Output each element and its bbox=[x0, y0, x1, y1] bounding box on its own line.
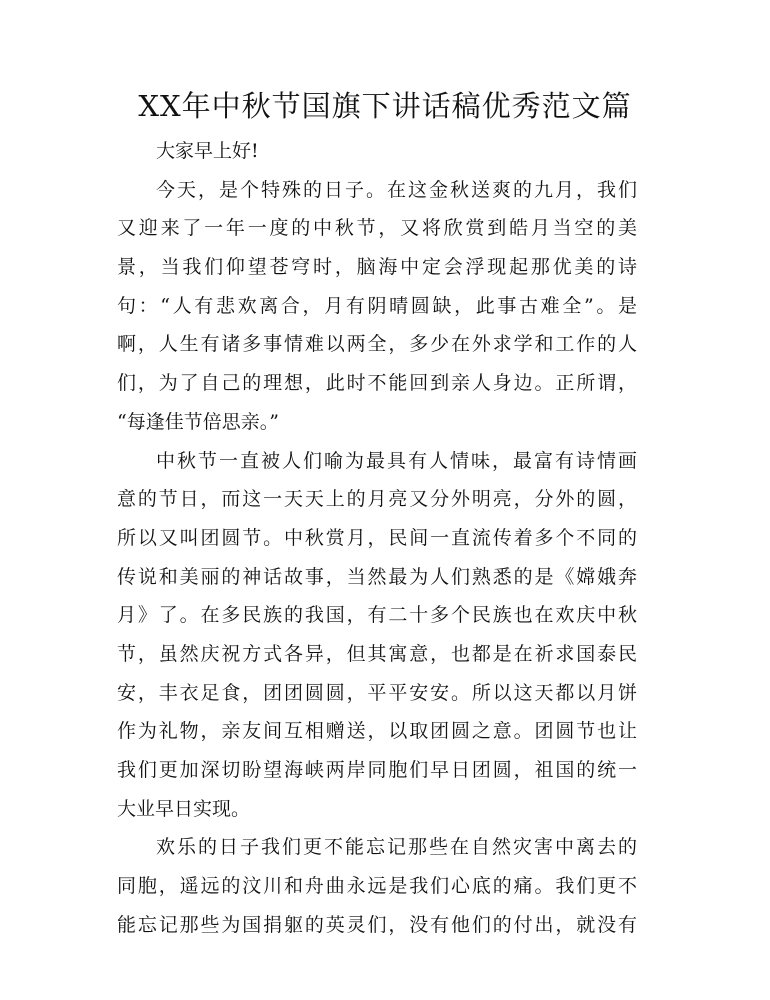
body-text-line: 欢乐的日子我们更不能忘记那些在自然灾害中离去的 bbox=[156, 836, 637, 859]
body-text-line: 们，为了自己的理想，此时不能回到亲人身边。正所谓， bbox=[117, 372, 637, 395]
body-text-line: 作为礼物，亲友间互相赠送，以取团圆之意。团圆节也让 bbox=[117, 720, 637, 743]
body-text-line: 啊，人生有诸多事情难以两全，多少在外求学和工作的人 bbox=[117, 333, 637, 356]
body-text-line: 能忘记那些为国捐躯的英灵们，没有他们的付出，就没有 bbox=[117, 913, 637, 936]
body-text-line: 传说和美丽的神话故事，当然最为人们熟悉的是《嫦娥奔 bbox=[117, 565, 637, 588]
document-body bbox=[117, 132, 637, 944]
body-text-line: 意的节日，而这一天天上的月亮又分外明亮，分外的圆， bbox=[117, 488, 637, 511]
body-text-line: “每逢佳节倍思亲。” bbox=[117, 410, 279, 433]
body-text-line: 今天，是个特殊的日子。在这金秋送爽的九月，我们 bbox=[156, 178, 637, 201]
body-text-line: 大家早上好! bbox=[156, 140, 259, 162]
body-text-line: 安，丰衣足食，团团圆圆，平平安安。所以这天都以月饼 bbox=[117, 681, 637, 704]
body-text-line: 我们更加深切盼望海峡两岸同胞们早日团圆，祖国的统一 bbox=[117, 759, 637, 781]
body-text-line: 节，虽然庆祝方式各异，但其寓意，也都是在祈求国泰民 bbox=[117, 642, 637, 665]
body-text-line: 所以又叫团圆节。中秋赏月，民间一直流传着多个不同的 bbox=[117, 526, 637, 549]
body-text-line: 大业早日实现。 bbox=[117, 797, 251, 820]
body-text-line: 句：“人有悲欢离合，月有阴晴圆缺，此事古难全”。是 bbox=[117, 294, 637, 317]
document-title: XX年中秋节国旗下讲话稿优秀范文篇 bbox=[138, 89, 632, 123]
body-text-line: 同胞，遥远的汶川和舟曲永远是我们心底的痛。我们更不 bbox=[117, 875, 637, 898]
body-text-line: 景，当我们仰望苍穹时，脑海中定会浮现起那优美的诗 bbox=[117, 256, 637, 279]
body-text-line: 中秋节一直被人们喻为最具有人情味，最富有诗情画 bbox=[156, 449, 637, 472]
body-text-line: 月》了。在多民族的我国，有二十多个民族也在欢庆中秋 bbox=[117, 604, 637, 627]
body-text-line: 又迎来了一年一度的中秋节，又将欣赏到皓月当空的美 bbox=[117, 217, 637, 240]
